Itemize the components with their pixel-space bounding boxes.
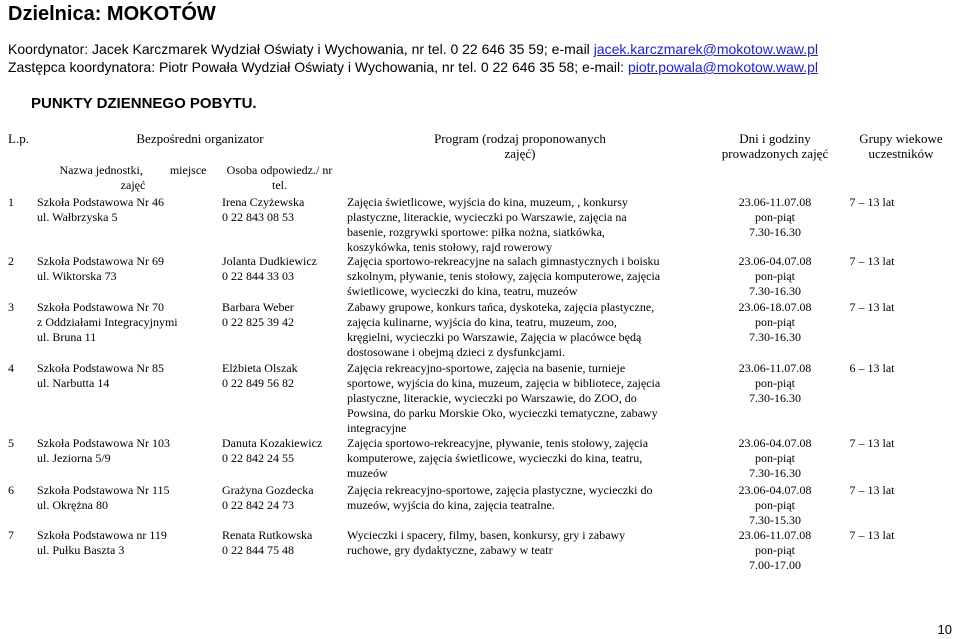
header-contact: Osoba odpowiedz./ nr tel. <box>226 163 333 192</box>
deputy-email-link[interactable]: piotr.powala@mokotow.waw.pl <box>627 59 819 75</box>
coordinator-email-link[interactable]: jacek.karczmarek@mokotow.waw.pl <box>593 41 818 57</box>
row-unit: Szkoła Podstawowa Nr 115 ul. Okrężna 80 <box>37 483 170 512</box>
row-program: Zajęcia świetlicowe, wyjścia do kina, muzeum, , konkursy plastyczne, literackie, wycieczki po Warszawie, zajęcia na basenie, rozgrywki sportowe: piłka nożna, siatkówka, koszykówka, tenis stołowy, rajd rowerowy <box>347 195 628 254</box>
row-contact: Irena Czyżewska 0 22 843 08 53 <box>222 195 305 224</box>
row-contact: Grażyna Gozdecka 0 22 842 24 73 <box>222 483 314 512</box>
row-ages: 7 – 13 lat <box>849 528 895 542</box>
coordinator-line <box>8 40 818 58</box>
row-schedule: 23.06-18.07.08 pon-piąt 7.30-16.30 <box>738 300 812 344</box>
row-program: Wycieczki i spacery, filmy, basen, konkursy, gry i zabawy ruchowe, gry dydaktyczne, zabawy w teatr <box>347 528 626 557</box>
deputy-text: Piotr Powała Wydział Oświaty i Wychowania, nr tel. 0 22 646 35 58; e-mail: <box>155 59 628 75</box>
row-lp: 1 <box>8 195 14 209</box>
deputy-line <box>8 58 818 76</box>
row-lp: 3 <box>8 300 14 314</box>
row-unit: Szkoła Podstawowa Nr 85 ul. Narbutta 14 <box>37 361 164 390</box>
row-schedule: 23.06-11.07.08 pon-piąt 7.00-17.00 <box>738 528 812 572</box>
section-title: PUNKTY DZIENNEGO POBYTU. <box>31 95 257 112</box>
row-unit: Szkoła Podstawowa Nr 46 ul. Wałbrzyska 5 <box>37 195 164 224</box>
row-schedule: 23.06-11.07.08 pon-piąt 7.30-16.30 <box>738 361 812 405</box>
deputy-label: Zastępca koordynatora: <box>8 59 156 75</box>
row-ages: 7 – 13 lat <box>849 436 895 450</box>
coordinator-label: Koordynator: <box>8 41 89 57</box>
header-ages: Grupy wiekowe uczestników <box>859 131 943 161</box>
row-contact: Elżbieta Olszak 0 22 849 56 82 <box>222 361 298 390</box>
row-ages: 7 – 13 lat <box>849 195 895 209</box>
row-contact: Danuta Kozakiewicz 0 22 842 24 55 <box>222 436 323 465</box>
row-ages: 7 – 13 lat <box>849 300 895 314</box>
row-program: Zajęcia rekreacyjno-sportowe, zajęcia plastyczne, wycieczki do muzeów, wyjścia do kina, zajęcia teatralne. <box>347 483 653 512</box>
header-organizer: Bezpośredni organizator <box>136 131 264 146</box>
row-program: Zabawy grupowe, konkurs tańca, dyskoteka, zajęcia plastyczne, zajęcia kulinarne, wyjścia do kina, teatru, muzeum, zoo, kręgielni, wycieczki po Warszawie, Zajęcia w placówce będą dostosowane i obejmą dzieci z dysfunkcjami. <box>347 300 655 359</box>
row-schedule: 23.06-04.07.08 pon-piąt 7.30-16.30 <box>738 254 812 298</box>
row-lp: 6 <box>8 483 14 497</box>
row-lp: 2 <box>8 254 14 268</box>
row-contact: Barbara Weber 0 22 825 39 42 <box>222 300 294 329</box>
header-program: Program (rodzaj proponowanych zajęć) <box>434 131 606 161</box>
header-unit: Nazwa jednostki, miejsce zajęć <box>59 163 210 192</box>
header-schedule: Dni i godziny prowadzonych zajęć <box>721 131 829 161</box>
row-schedule: 23.06-04.07.08 pon-piąt 7.30-16.30 <box>738 436 812 480</box>
row-program: Zajęcia sportowo-rekreacyjne na salach gimnastycznych i boisku szkolnym, pływanie, tenis stołowy, zajęcia komputerowe, zajęcia świetlicowe, wycieczki do kina, teatru, muzeów <box>347 254 661 298</box>
header-lp: L.p. <box>8 131 29 146</box>
page-number: 10 <box>937 622 952 637</box>
row-schedule: 23.06-11.07.08 pon-piąt 7.30-16.30 <box>738 195 812 239</box>
row-ages: 7 – 13 lat <box>849 254 895 268</box>
row-unit: Szkoła Podstawowa Nr 103 ul. Jeziorna 5/9 <box>37 436 170 465</box>
row-ages: 6 – 13 lat <box>849 361 895 375</box>
row-program: Zajęcia rekreacyjno-sportowe, zajęcia na basenie, turnieje sportowe, wyjścia do kina, muzeum, zajęcia w bibliotece, zajęcia plastyczne, literackie, wycieczki po Warszawie, do ZOO, do Powsina, do parku Morskie Oko, wycieczki tematyczne, zabawy integracyjne <box>347 361 661 435</box>
row-unit: Szkoła Podstawowa Nr 70 z Oddziałami Integracyjnymi ul. Bruna 11 <box>37 300 178 344</box>
row-unit: Szkoła Podstawowa Nr 69 ul. Wiktorska 73 <box>37 254 164 283</box>
page-title: Dzielnica: MOKOTÓW <box>8 3 216 25</box>
row-ages: 7 – 13 lat <box>849 483 895 497</box>
row-schedule: 23.06-04.07.08 pon-piąt 7.30-15.30 <box>738 483 812 527</box>
coordinator-text: Jacek Karczmarek Wydział Oświaty i Wychowania, nr tel. 0 22 646 35 59; e-mail <box>88 41 594 57</box>
row-lp: 5 <box>8 436 14 450</box>
row-lp: 4 <box>8 361 14 375</box>
row-contact: Jolanta Dudkiewicz 0 22 844 33 03 <box>222 254 317 283</box>
row-contact: Renata Rutkowska 0 22 844 75 48 <box>222 528 313 557</box>
row-program: Zajęcia sportowo-rekreacyjne, pływanie, tenis stołowy, zajęcia komputerowe, zajęcia świetlicowe, wycieczki do kina, teatru, muzeów <box>347 436 649 480</box>
row-lp: 7 <box>8 528 14 542</box>
row-unit: Szkoła Podstawowa nr 119 ul. Pułku Baszta 3 <box>37 528 167 557</box>
